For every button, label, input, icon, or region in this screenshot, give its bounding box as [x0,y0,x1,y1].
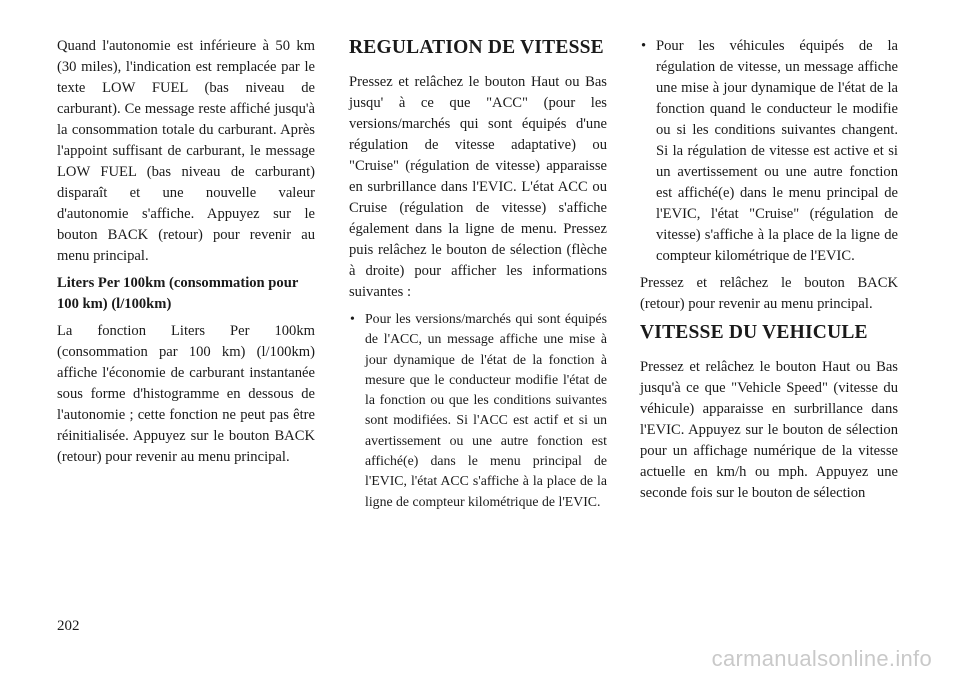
vehicle-speed-paragraph: Pressez et relâchez le bouton Haut ou Bas jusqu'à ce que "Vehicle Speed" (vitesse du véhicule) apparaisse en surbrillance dans l'EVIC. Appuyez sur le bouton de sélection pour un affichage numérique de la vitesse actuelle en km/h ou mph. Appuyez une seconde fois sur le bouton de sélection [640,359,898,501]
page-number: 202 [57,618,80,634]
watermark: carmanualsonline.info [711,646,932,671]
cruise-control-paragraph: Pressez et relâchez le bouton Haut ou Bas jusqu' à ce que "ACC" (pour les versions/marchés qui sont équipés d'une régulation de vitesse adaptative) ou "Cruise" (régulation de vitesse) apparaisse en surbrillance dans l'EVIC. L'état ACC ou Cruise (régulation de vitesse) s'affiche également dans la ligne de menu. Pressez puis relâchez le bouton de sélection (flèche à droite) pour afficher les informations suivantes : [349,74,607,300]
low-fuel-paragraph: Quand l'autonomie est inférieure à 50 km (30 miles), l'indication est remplacée par le texte LOW FUEL (bas niveau de carburant). Ce message reste affiché jusqu'à la consommation totale du carburant. Après l'appoint suffisant de carburant, le message LOW FUEL (bas niveau de carburant) disparaît et une nouvelle valeur d'autonomie s'affiche. Appuyez sur le bouton BACK (retour) pour revenir au menu principal. [57,38,315,264]
back-button-paragraph: Pressez et relâchez le bouton BACK (retour) pour revenir au menu principal. [640,275,898,312]
bullet-icon: • [350,311,355,326]
list-item [640,36,898,267]
cruise-control-heading: REGULATION DE VITESSE [349,37,604,58]
bullet-icon: • [641,38,647,54]
cruise-control-list [349,309,607,512]
cruise-list-continued [640,36,898,267]
acc-bullet-text: Pour les versions/marchés qui sont équipés de l'ACC, un message affiche une mise à jour dynamique de l'état de la fonction à mesure que le conducteur modifie l'état de la fonction ou que les conditions suivantes sont modifiées. Si l'ACC est actif et si un avertissement ou une autre fonction est affiché(e) dans le menu principal de l'EVIC, l'état ACC s'affiche à la place de la ligne de compteur kilométrique de l'EVIC. [365,311,607,509]
column-left [57,36,315,474]
cruise-bullet-text: Pour les véhicules équipés de la régulation de vitesse, un message affiche une mise à jour dynamique de l'état de la fonction quand le conducteur le modifie ou si les conditions suivantes changent. Si la régulation de vitesse est active et si un avertissement ou une autre fonction est affiché(e) dans le menu principal de l'EVIC, l'état "Cruise" (régulation de vitesse) s'affiche à la place de la ligne de compteur kilométrique de l'EVIC. [656,38,898,264]
list-item [349,309,607,512]
column-middle [349,36,607,518]
vehicle-speed-heading: VITESSE DU VEHICULE [640,322,868,343]
liters-per-100km-heading: Liters Per 100km (consommation pour 100 km) (l/100km) [57,275,299,312]
liters-per-100km-paragraph: La fonction Liters Per 100km (consommation par 100 km) (l/100km) affiche l'économie de carburant instantanée sous forme d'histogramme en dessous de l'autonomie ; cette fonction ne peut pas être réinitialisée. Appuyez sur le bouton BACK (retour) pour revenir au menu principal. [57,323,315,465]
column-right [640,36,898,510]
